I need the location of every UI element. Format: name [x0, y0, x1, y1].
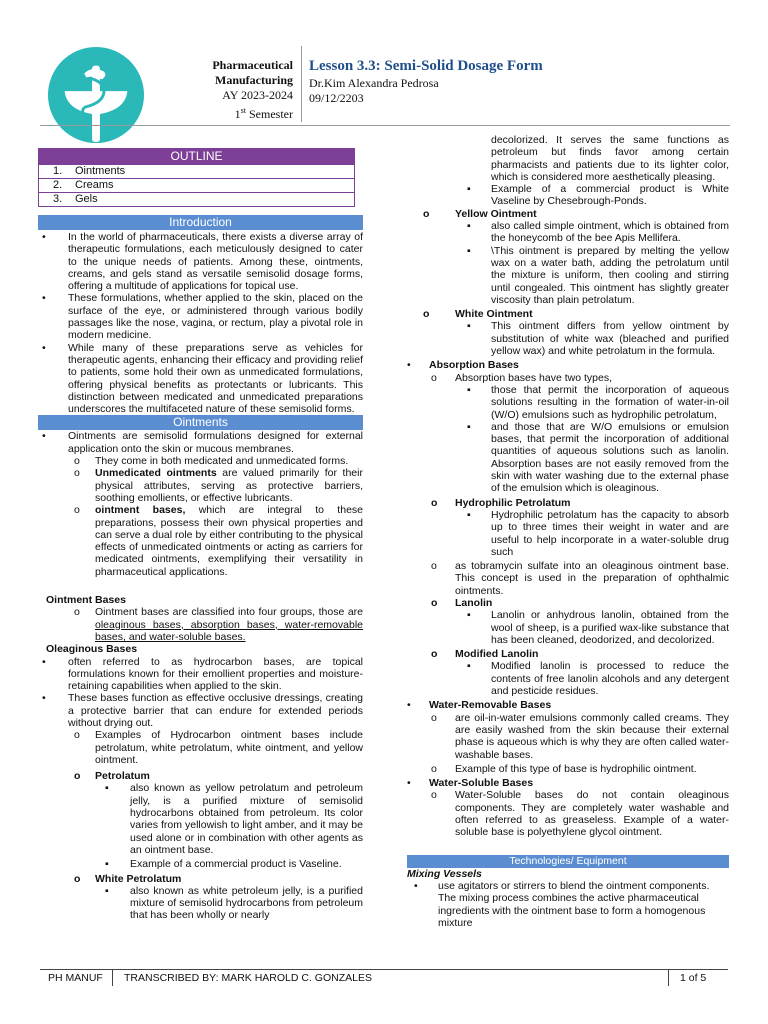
footer-divider [668, 970, 669, 986]
subheading-yellow-ointment: o Yellow Ointment [423, 207, 537, 220]
header-course-info [160, 58, 293, 122]
list-item: ▪ Example of a commercial product is Vaseline. [105, 858, 342, 871]
lecturer-name: Dr.Kim Alexandra Pedrosa [309, 76, 439, 90]
footer-transcriber: TRANSCRIBED BY: MARK HAROLD C. GONZALES [124, 972, 372, 984]
list-item: ▪ also known as yellow petrolatum and petroleum jelly, is a purified mixture of semisolid hydrocarbons obtained from petroleum. Its color varies from yellowish to light amber, and it may be used alone or in combination with other agents as an ointment base. [105, 782, 363, 856]
list-item: ▪ and those that are W/O emulsions or emulsion bases, that permit the incorporation of additional quantities of aqueous solutions such as lanolin. Absorption bases are not easily removed from the skin with water washing due to the external phase of the emulsion which is oleaginous. [467, 420, 729, 495]
list-item: ▪ This ointment differs from yellow ointment by substitution of white wax (bleached and purified yellow wax) and white petrolatum in the formula. [467, 320, 729, 358]
section-bar-introduction: Introduction [38, 215, 363, 230]
outline-item: 1. Ointments [39, 164, 354, 178]
list-item: • use agitators or stirrers to blend the ointment components. The mixing process combines the active pharmaceutical ingredients with the ointment base to form a homogenous mixture [414, 879, 710, 929]
outline-table [38, 148, 355, 207]
pharmacy-bowl-of-hygieia-logo [47, 46, 145, 144]
heading-water-soluble-bases: • Water-Soluble Bases [407, 777, 534, 790]
list-item: ▪ Modified lanolin is processed to reduce the contents of free lanolin alcohols and any detergent and pesticide residues. [467, 660, 729, 698]
list-item: ▪ also called simple ointment, which is obtained from the honeycomb of the bee Apis Mellifera. [467, 220, 729, 245]
list-item: o are oil-in-water emulsions commonly called creams. They are easily washed from the skin because their external phase is aqueous which is why they are often called water-washable bases. [431, 711, 729, 761]
list-item: ▪ Lanolin or anhydrous lanolin, obtained from the wool of sheep, is a purified wax-like substance that has been cleaned, deodorized, and decolorized. [467, 609, 729, 646]
page-footer [40, 970, 728, 986]
academic-year: AY 2023-2024 [222, 88, 293, 102]
subheading-petrolatum: o Petrolatum [74, 770, 150, 783]
heading-water-removable-bases: • Water-Removable Bases [407, 699, 552, 712]
section-bar-ointments: Ointments [38, 415, 363, 430]
section-bar-technologies: Technologies/ Equipment [407, 855, 729, 868]
list-item: ▪ also known as white petroleum jelly, is a purified mixture of semisolid hydrocarbons from petroleum that has been wholly or nearly [105, 884, 363, 922]
heading-ointment-bases: Ointment Bases [46, 594, 126, 607]
heading-mixing-vessels: Mixing Vessels [407, 867, 482, 880]
list-item: decolorized. It serves the same functions as petroleum but finds favor among certain pharmacists and patients due to its lighter color, which is considered more aesthetically pleasing. [491, 134, 729, 183]
list-item: ▪ Hydrophilic petrolatum has the capacity to absorb up to three times their weight in water and are useful to help incorporate in a water-soluble drug such [467, 508, 729, 558]
list-item: • These bases function as effective occlusive dressings, creating a protective barrier that can endure for extended periods without drying out. [42, 692, 363, 729]
header-divider [301, 46, 302, 122]
outline-item: 2. Creams [39, 178, 354, 192]
header-rule [40, 125, 730, 126]
lesson-date: 09/12/2203 [309, 91, 364, 105]
list-item: o They come in both medicated and unmedicated forms. [74, 455, 349, 468]
list-item: o Unmedicated ointments are valued primarily for their physical attributes, serving as protective barriers, soothing emollients, or effective lubricants. [74, 467, 363, 504]
list-item: o Water-Soluble bases do not contain oleaginous components. They are completely water washable and often referred to as greaseless. Example of a water-soluble base is polyethylene glycol ointment. [431, 789, 729, 839]
list-item: ▪ Example of a commercial product is White Vaseline by Chesebrough-Ponds. [467, 183, 729, 208]
footer-course: PH MANUF [48, 972, 103, 984]
list-item: • Ointments are semisolid formulations designed for external application onto the skin or mucous membranes. [42, 430, 363, 455]
outline-item: 3. Gels [39, 192, 354, 206]
header-lesson-info [309, 57, 729, 106]
subheading-white-petrolatum: o White Petrolatum [74, 872, 182, 885]
list-item: o as tobramycin sulfate into an oleaginous ointment base. This concept is used in the preparation of ophthalmic ointments. [431, 560, 729, 597]
list-item: ▪ \This ointment is prepared by melting the yellow wax on a water bath, adding the petrolatum until the mixture is uniform, then cooling and stirring until congealed. This ointment has slightly greater viscosity than plain petrolatum. [467, 244, 729, 306]
subheading-lanolin: o Lanolin [431, 596, 493, 609]
right-column [407, 134, 729, 929]
list-item: • These formulations, whether applied to the skin, placed on the surface of the eye, or administered through various bodily passages like the nose, vagina, or rectum, play a pivotal role in modern medicine. [42, 292, 363, 342]
list-item: • While many of these preparations serve as vehicles for therapeutic agents, enhancing their efficacy and providing relief to patients, some hold their own as unmedicated formulations, offering physical benefits as protectants or lubricants. This distinction between medicated and unmedicated preparations underscores the multifaceted nature of these semisolid forms. [42, 341, 363, 416]
org-line-2: Manufacturing [215, 73, 293, 87]
list-item: • often referred to as hydrocarbon bases, are topical formulations known for their emollient properties and moisture-retaining capabilities when applied to the skin. [42, 655, 363, 693]
lesson-title: Lesson 3.3: Semi-Solid Dosage Form [309, 58, 543, 74]
list-item: o Examples of Hydrocarbon ointment bases include petrolatum, white petrolatum, white ointment, and yellow ointment. [74, 729, 363, 766]
list-item: o Example of this type of base is hydrophilic ointment. [431, 762, 697, 775]
list-item: o ointment bases, which are integral to these preparations, possess their own physical properties and can serve a dual role by either contributing to the physical effects of unmedicated ointments or acting as carriers for medicated ointments, exemplifying their versatility in pharmaceutical applications. [74, 504, 363, 578]
subheading-white-ointment: o White Ointment [423, 308, 533, 321]
list-item: o Absorption bases have two types, [431, 371, 613, 384]
heading-absorption-bases: • Absorption Bases [407, 359, 519, 372]
list-item: ▪ those that permit the incorporation of aqueous solutions resulting in the formation of water-in-oil (W/O) emulsions such as hydrophilic petrolatum, [467, 383, 729, 421]
page-number: 1 of 5 [680, 972, 707, 984]
list-item: o Ointment bases are classified into four groups, those are oleaginous bases, absorption bases, water-removable bases, and water-soluble bases. [74, 606, 363, 643]
semester: 1st Semester [234, 106, 293, 121]
heading-oleaginous-bases: Oleaginous Bases [46, 643, 138, 656]
left-column [38, 134, 363, 922]
list-item: • In the world of pharmaceuticals, there exists a diverse array of therapeutic formulations, each meticulously designed to cater to the unique needs of patients. Among these, ointments, creams, and gels stand as versatile semisolid dosage forms, offering a multitude of applications for topical use. [42, 231, 363, 293]
footer-divider [112, 970, 113, 986]
subheading-hydrophilic-petrolatum: o Hydrophilic Petrolatum [431, 496, 571, 509]
outline-title: OUTLINE [39, 149, 354, 164]
org-line-1: Pharmaceutical [212, 58, 293, 72]
subheading-modified-lanolin: o Modified Lanolin [431, 648, 539, 661]
